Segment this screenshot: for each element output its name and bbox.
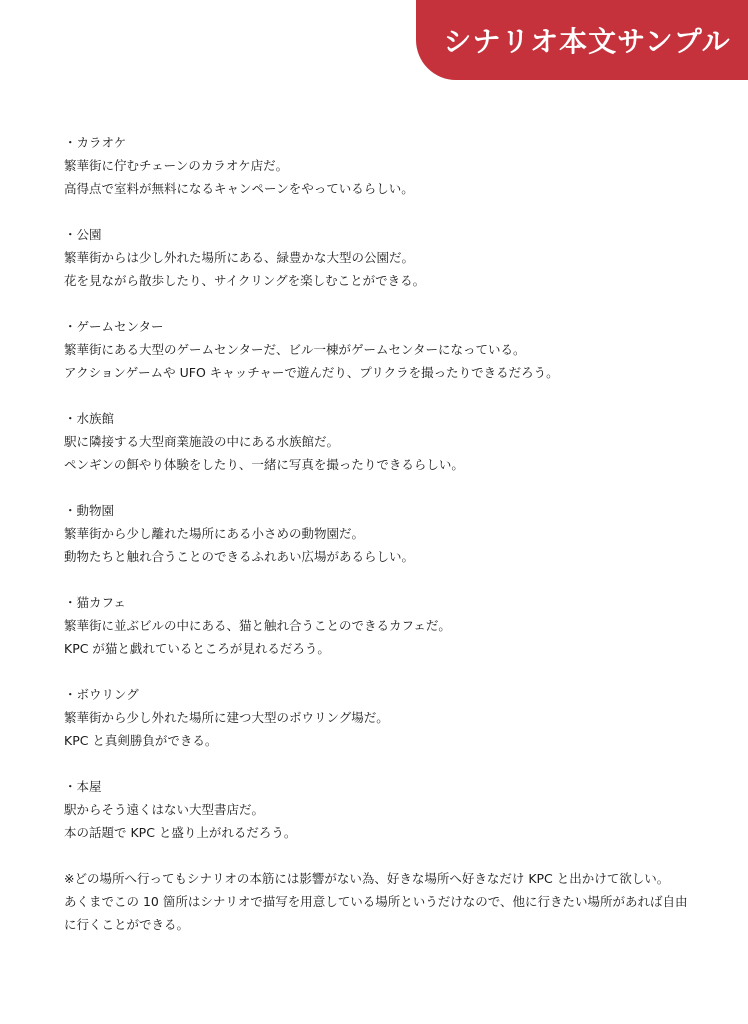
section-heading: ・動物園 bbox=[64, 503, 115, 518]
footnote-line: あくまでこの 10 箇所はシナリオで描写を用意している場所というだけなので、他に行きたい場所があれば自由に行くことができる。 bbox=[64, 894, 688, 932]
section-line: 繁華街からは少し外れた場所にある、緑豊かな大型の公園だ。 bbox=[64, 250, 415, 265]
footnote-line: ※どの場所へ行ってもシナリオの本筋には影響がない為、好きな場所へ好きなだけ KPC と出かけて欲しい。 bbox=[64, 871, 670, 886]
section-line: 繁華街から少し離れた場所にある小さめの動物園だ。 bbox=[64, 526, 365, 541]
page-title: シナリオ本文サンプル bbox=[443, 25, 731, 58]
section-line: アクションゲームや UFO キャッチャーで遊んだり、プリクラを撮ったりできるだろう。 bbox=[64, 365, 559, 380]
section-line: 駅からそう遠くはない大型書店だ。 bbox=[64, 802, 265, 817]
section-heading: ・猫カフェ bbox=[64, 595, 126, 610]
section-heading: ・カラオケ bbox=[64, 135, 127, 150]
section-heading: ・公園 bbox=[64, 227, 102, 242]
section-line: 繁華街にある大型のゲームセンターだ、ビル一棟がゲームセンターになっている。 bbox=[64, 342, 526, 357]
section-line: 繁華街に並ぶビルの中にある、猫と触れ合うことのできるカフェだ。 bbox=[64, 618, 451, 633]
section-line: 繁華街に佇むチェーンのカラオケ店だ。 bbox=[64, 158, 289, 173]
section-line: 繁華街から少し外れた場所に建つ大型のボウリング場だ。 bbox=[64, 710, 389, 725]
section-cat-cafe bbox=[64, 591, 692, 660]
section-zoo bbox=[64, 499, 692, 568]
section-line: ペンギンの餌やり体験をしたり、一緒に写真を撮ったりできるらしい。 bbox=[64, 457, 464, 472]
section-heading: ・ボウリング bbox=[64, 687, 139, 702]
scenario-body bbox=[64, 131, 692, 959]
section-bookstore bbox=[64, 775, 692, 844]
section-karaoke bbox=[64, 131, 692, 200]
section-line: KPC と真剣勝負ができる。 bbox=[64, 733, 218, 748]
header-tab bbox=[416, 0, 748, 80]
section-line: 駅に隣接する大型商業施設の中にある水族館だ。 bbox=[64, 434, 340, 449]
section-heading: ・水族館 bbox=[64, 411, 115, 426]
section-line: 花を見ながら散歩したり、サイクリングを楽しむことができる。 bbox=[64, 273, 426, 288]
section-line: KPC が猫と戯れているところが見れるだろう。 bbox=[64, 641, 330, 656]
section-line: 本の話題で KPC と盛り上がれるだろう。 bbox=[64, 825, 297, 840]
section-bowling bbox=[64, 683, 692, 752]
section-park bbox=[64, 223, 692, 292]
section-heading: ・ゲームセンター bbox=[64, 319, 164, 334]
section-line: 高得点で室料が無料になるキャンペーンをやっているらしい。 bbox=[64, 181, 414, 196]
footnote bbox=[64, 867, 692, 936]
section-aquarium bbox=[64, 407, 692, 476]
section-line: 動物たちと触れ合うことのできるふれあい広場があるらしい。 bbox=[64, 549, 415, 564]
section-heading: ・本屋 bbox=[64, 779, 102, 794]
section-game-center bbox=[64, 315, 692, 384]
